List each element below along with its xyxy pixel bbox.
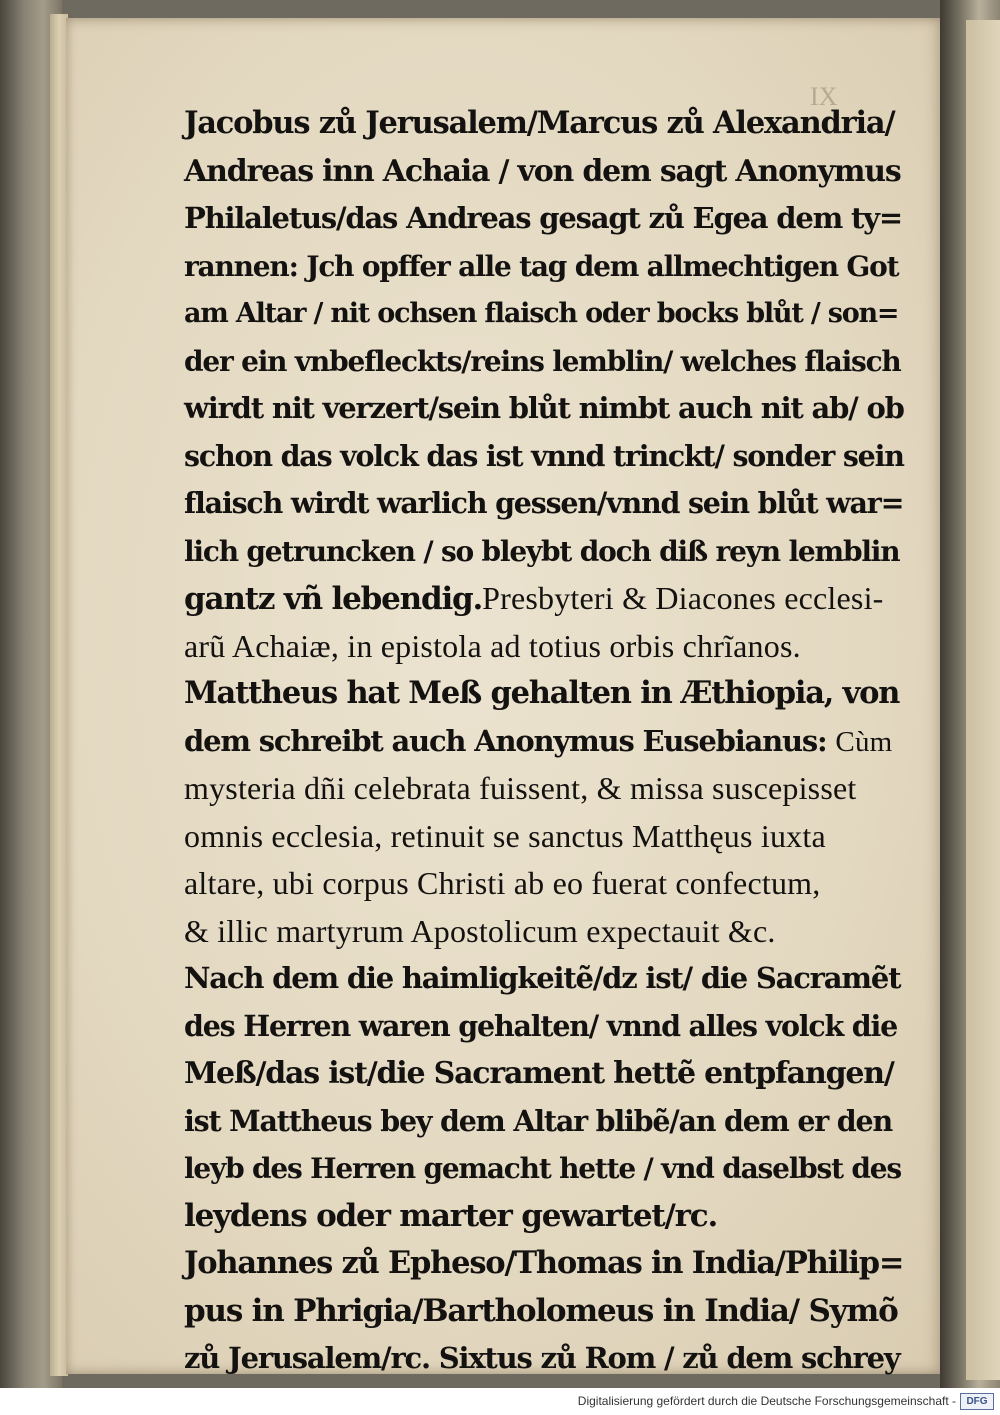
text-line: Meß/das ist/die Sacrament hettẽ entpfangen/	[184, 1056, 894, 1091]
text-line: der ein vnbefleckts/reins lemblin/ welches flaisch	[184, 344, 901, 378]
next-page-edge	[966, 20, 1000, 1380]
latin-text: Presbyteri & Diacones ecclesi-	[482, 580, 884, 616]
text-line: flaisch wirdt warlich gessen/vnnd sein blůt war=	[184, 486, 904, 520]
latin-line: omnis ecclesia, retinuit se sanctus Matthęus iuxta	[184, 817, 826, 854]
text-line: Johannes zů Epheso/Thomas in India/Philip=	[184, 1245, 904, 1281]
dfg-logo-icon: DFG	[960, 1393, 994, 1410]
latin-line: mysteria dñi celebrata fuissent, & missa suscepisset	[184, 770, 857, 806]
text-line: Andreas inn Achaia / von dem sagt Anonymus	[184, 153, 901, 189]
text-line: ist Mattheus bey dem Altar blibẽ/an dem er den	[184, 1103, 892, 1138]
text-line: wirdt nit verzert/sein blůt nimbt auch nit ab/ ob	[184, 391, 904, 425]
latin-line: altare, ubi corpus Christi ab eo fuerat confectum,	[184, 865, 821, 901]
text-line: Nach dem die haimligkeitẽ/dz ist/ die Sacramẽt	[184, 961, 901, 995]
text-line: zů Jerusalem/rc. Sixtus zů Rom / zů dem schrey	[184, 1341, 900, 1375]
page-text	[184, 100, 904, 1388]
text-line: Philaletus/das Andreas gesagt zů Egea dem ty=	[184, 201, 902, 235]
text-line: rannen: Jch opffer alle tag dem allmechtigen Got	[184, 249, 899, 283]
text-line: Mattheus hat Meß gehalten in Æthiopia, von	[184, 675, 900, 711]
footer-credit: Digitalisierung gefördert durch die Deutsche Forschungsgemeinschaft -	[577, 1394, 956, 1408]
text-line: pus in Phrigia/Bartholomeus in India/ Symõ	[184, 1292, 898, 1329]
text-line: des Herren waren gehalten/ vnnd alles volck die	[184, 1008, 898, 1043]
text-line: lich getruncken / so bleybt doch diß reyn lemblin	[184, 534, 900, 568]
latin-text: Cùm	[835, 725, 893, 758]
text-line: leyb des Herren gemacht hette / vnd daselbst des	[184, 1152, 901, 1185]
latin-line: & illic martyrum Apostolicum expectauit &c.	[184, 912, 776, 949]
text-line: gantz vñ lebendig.Presbyteri & Diacones ecclesi-	[184, 580, 884, 617]
folio-number: IX	[810, 82, 838, 111]
latin-line: arũ Achaiæ, in epistola ad totius orbis chrĩanos.	[184, 627, 801, 664]
text-line: leydens oder marter gewartet/rc.	[184, 1197, 718, 1234]
text-line: am Altar / nit ochsen flaisch oder bocks blůt / son=	[184, 298, 899, 329]
text-line: dem schreibt auch Anonymus Eusebianus: Cùm	[184, 723, 893, 758]
text-line: Jacobus zů Jerusalem/Marcus zů Alexandria/	[184, 105, 895, 141]
text-line: schon das volck das ist vnnd trinckt/ sonder sein	[184, 438, 904, 473]
